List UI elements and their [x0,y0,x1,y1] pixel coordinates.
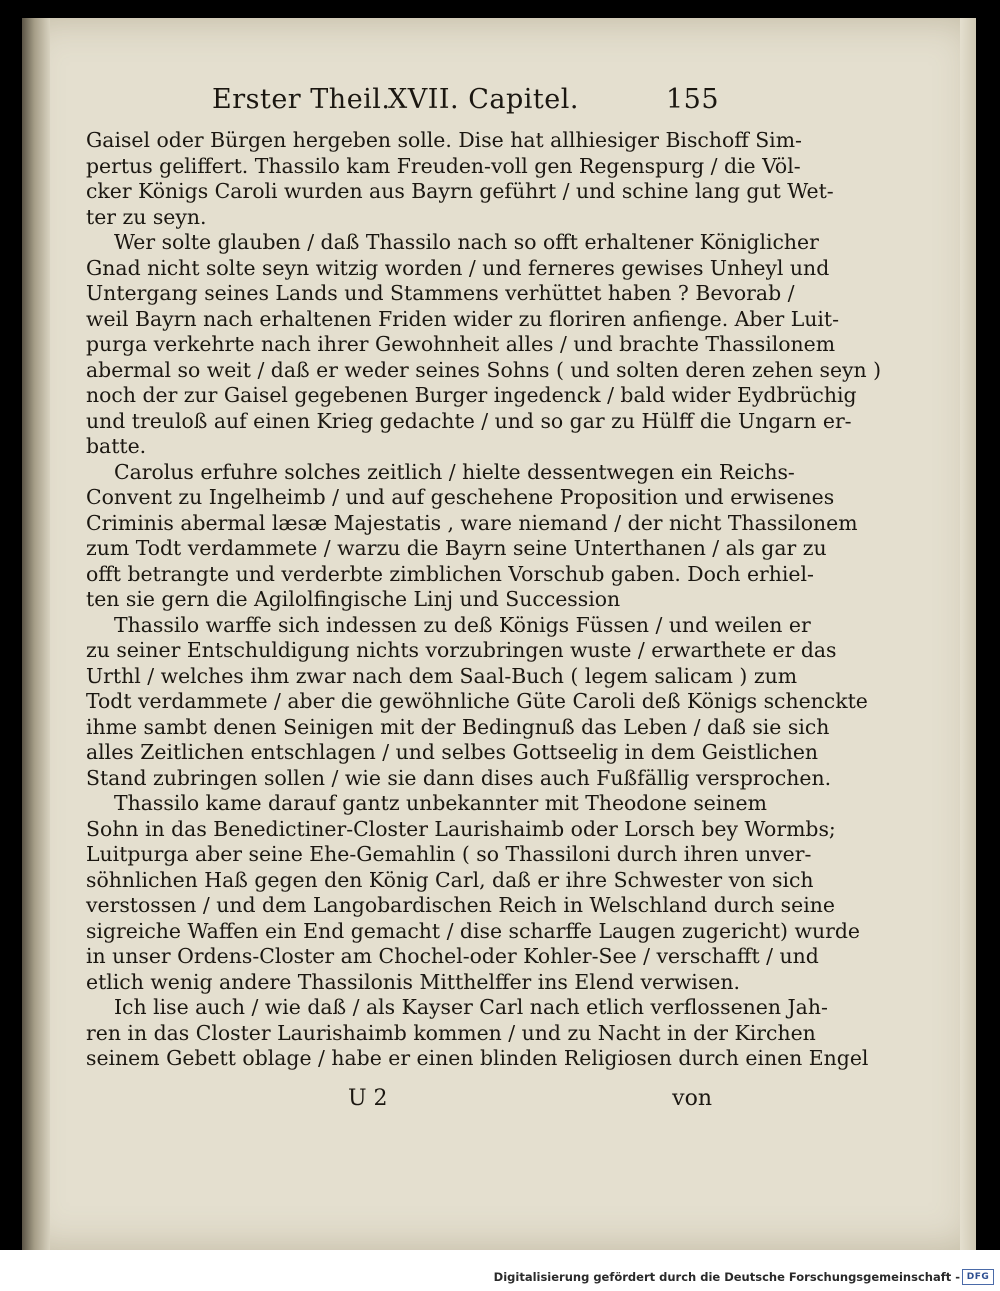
text-line: ihme sambt denen Seinigen mit der Bedingnuß das Leben / daß sie sich [86,714,830,739]
text-line: alles Zeitlichen entschlagen / und selbes Gottseelig in dem Geistlichen [86,740,819,764]
text-line: Ich lise auch / wie daß / als Kayser Carl nach etlich verflossenen Jah- [114,995,828,1019]
text-line: verstossen / und dem Langobardischen Reich in Welschland durch seine [86,893,835,917]
text-line: zu seiner Entschuldigung nichts vorzubringen wuste / erwarthete er das [86,638,837,662]
credit-bar [0,1250,1000,1291]
text-line: Stand zubringen sollen / wie sie dann dises auch Fußfällig versprochen. [86,765,832,790]
funding-credit: Digitalisierung gefördert durch die Deutsche Forschungsgemeinschaft - [493,1270,960,1284]
text-line: Wer solte glauben / daß Thassilo nach so offt erhaltener Königlicher [114,230,819,254]
text-line: Sohn in das Benedictiner-Closter Laurishaimb oder Lorsch bey Wormbs; [86,816,836,841]
text-line: abermal so weit / daß er weder seines Sohns ( und solten deren zehen seyn ) [86,357,882,382]
text-line: ter zu seyn. [86,204,207,229]
text-line: in unser Ordens-Closter am Chochel-oder Kohler-See / verschafft / und [86,944,819,968]
text-line: und treuloß auf einen Krieg gedachte / und so gar zu Hülff die Ungarn er- [86,408,852,433]
text-line: Luitpurga aber seine Ehe-Gemahlin ( so Thassiloni durch ihren unver- [86,842,812,866]
text-line: Criminis abermal læsæ Majestatis , ware niemand / der nicht Thassilonem [86,510,858,535]
page-footer [86,1086,712,1120]
text-line: ren in das Closter Laurishaimb kommen / und zu Nacht in der Kirchen [86,1020,816,1045]
text-line: seinem Gebett oblage / habe er einen blinden Religiosen durch einen Engel [86,1046,869,1070]
running-header [212,84,720,124]
text-line: zum Todt verdammete / warzu die Bayrn seine Unterthanen / als gar zu [86,536,827,560]
dfg-logo[interactable]: DFG [962,1269,994,1285]
signature-mark: U 2 [348,1086,388,1111]
text-line: Convent zu Ingelheimb / und auf geschehene Proposition und erwisenes [86,485,835,509]
text-line: Thassilo kame darauf gantz unbekannter mit Theodone seinem [114,791,767,815]
text-line: noch der zur Gaisel gegebenen Burger ingedenck / bald wider Eydbrüchig [86,383,857,407]
text-line: weil Bayrn nach erhaltenen Friden wider zu floriren anfienge. Aber Luit- [86,306,840,331]
text-line: batte. [86,434,147,458]
catchword: von [672,1086,712,1111]
text-line: purga verkehrte nach ihrer Gewohnheit alles / und brachte Thassilonem [86,332,836,356]
text-line: Thassilo warffe sich indessen zu deß Königs Füssen / und weilen er [114,612,811,637]
text-line: etlich wenig andere Thassilonis Mitthelffer ins Elend verwisen. [86,969,740,994]
text-line: pertus geliffert. Thassilo kam Freuden-voll gen Regenspurg / die Völ- [86,153,801,178]
header-chapter-title: XVII. Capitel. [388,84,579,115]
page-number: 155 [666,84,720,115]
text-line: Carolus erfuhre solches zeitlich / hielte dessentwegen ein Reichs- [114,459,795,484]
text-line: Todt verdammete / aber die gewöhnliche Güte Caroli deß Königs schenckte [86,689,868,713]
body-text [86,128,882,1072]
text-line: sigreiche Waffen ein End gemacht / dise scharffe Laugen zugericht) wurde [86,918,860,943]
text-line: offt betrangte und verderbte zimblichen Vorschub gaben. Doch erhiel- [86,561,814,586]
text-line: Urthl / welches ihm zwar nach dem Saal-Buch ( legem salicam ) zum [86,663,798,688]
text-line: Untergang seines Lands und Stammens verhüttet haben ? Bevorab / [86,281,795,305]
text-line: söhnlichen Haß gegen den König Carl, daß er ihre Schwester von sich [86,867,814,892]
text-line: ten sie gern die Agilolfingische Linj und Succession [86,587,621,611]
text-line: cker Königs Caroli wurden aus Bayrn geführt / und schine lang gut Wet- [86,179,834,203]
page-right-edge [960,18,976,1250]
header-part-title: Erster Theil. [212,84,391,115]
text-line: Gaisel oder Bürgen hergeben solle. Dise hat allhiesiger Bischoff Sim- [86,128,802,152]
text-line: Gnad nicht solte seyn witzig worden / und ferneres gewises Unheyl und [86,255,830,280]
page-gutter-shadow [22,18,50,1250]
